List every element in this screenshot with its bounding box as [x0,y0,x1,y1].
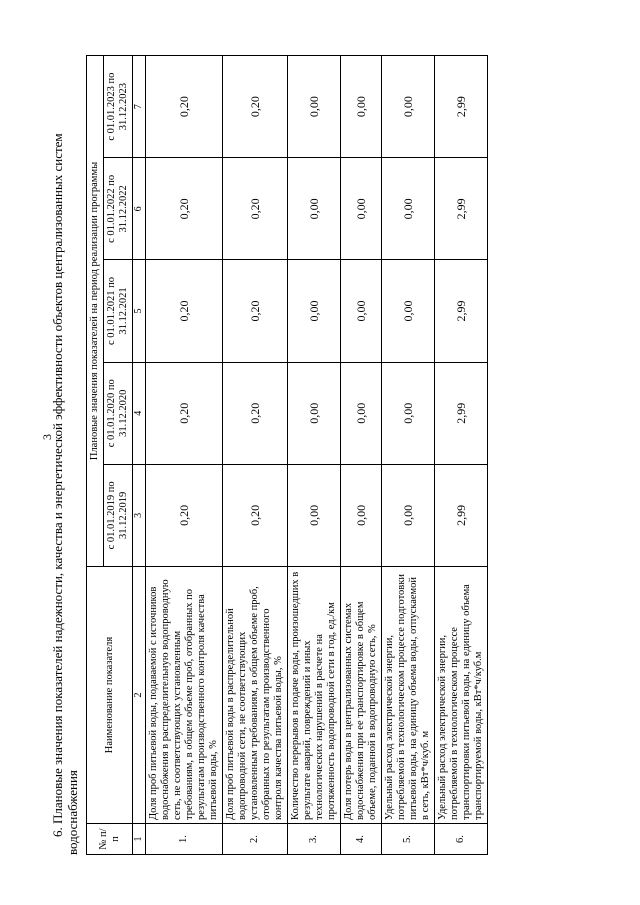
rotated-sheet [50,55,610,855]
table-row [382,56,435,855]
row-value: 0,20 [223,260,288,362]
col-number: 5 [133,260,146,362]
table-row [435,56,488,855]
row-value: 0,00 [382,56,435,158]
row-value: 0,20 [146,260,223,362]
row-num: 5. [382,824,435,855]
row-value: 0,20 [223,464,288,566]
table-row [146,56,223,855]
row-value: 0,00 [382,260,435,362]
header-period: с 01.01.2019 по 31.12.2019 [104,464,133,566]
row-name: Удельный расход электрической энергии, потребляемой в технологическом процессе транспортировки питьевой воды, на единицу объема транспортируемой воды, кВт*ч/куб.м [435,567,488,824]
row-value: 0,00 [341,158,382,260]
row-value: 0,20 [223,362,288,464]
row-value: 0,20 [146,158,223,260]
row-value: 0,20 [146,56,223,158]
header-period: с 01.01.2020 по 31.12.2020 [104,362,133,464]
row-value: 0,20 [223,56,288,158]
col-number: 1 [133,824,146,855]
row-value: 0,00 [341,464,382,566]
row-num: 4. [341,824,382,855]
section-title: 6. Плановые значения показателей надежности, качества и энергетической эффективности объектов централизованных систем водоснабжения [50,133,80,855]
table-row [288,56,341,855]
row-value: 2,99 [435,464,488,566]
row-value: 2,99 [435,362,488,464]
row-value: 0,00 [341,56,382,158]
row-name: Количество перерывов в подаче воды, произошедших в результате аварий, повреждений и иных технологических нарушений в расчете на протяженность водопроводной сети в год, ед./км [288,567,341,824]
table-header-row [87,56,104,855]
row-value: 0,00 [288,260,341,362]
col-number: 2 [133,567,146,824]
row-value: 0,20 [146,464,223,566]
col-number: 4 [133,362,146,464]
row-value: 0,00 [288,56,341,158]
page-number: 3 [40,434,54,440]
col-number: 7 [133,56,146,158]
header-period: с 01.01.2021 по 31.12.2021 [104,260,133,362]
row-value: 0,00 [341,260,382,362]
row-num: 2. [223,824,288,855]
row-value: 0,00 [288,362,341,464]
header-name: Наименование показателя [87,567,133,824]
indicators-table [86,55,488,855]
header-period: с 01.01.2022 по 31.12.2022 [104,158,133,260]
row-name: Доля проб питьевой воды, подаваемой с источников водоснабжения в распределительную водопроводную сеть, не соответствующих установленным требованиям, в общем объеме проб, отобранных по результатам производственного контроля качества питьевой воды, % [146,567,223,824]
row-value: 2,99 [435,158,488,260]
row-value: 0,20 [146,362,223,464]
column-numbers-row [133,56,146,855]
row-value: 2,99 [435,56,488,158]
row-num: 6. [435,824,488,855]
row-value: 0,00 [382,464,435,566]
row-num: 1. [146,824,223,855]
table-row [341,56,382,855]
row-name: Доля потерь воды в централизованных системах водоснабжения при ее транспортировке в общем объеме, поданной в водопроводную сеть, % [341,567,382,824]
row-value: 2,99 [435,260,488,362]
row-value: 0,00 [288,158,341,260]
header-group: Плановые значения показателей на период реализации программы [87,56,104,567]
row-name: Удельный расход электрической энергии, потребляемой в технологическом процессе подготовки питьевой воды, на единицу объема воды, отпускаемой в сеть, кВт*ч/куб. м [382,567,435,824]
row-value: 0,20 [223,158,288,260]
row-value: 0,00 [288,464,341,566]
header-period: с 01.01.2023 по 31.12.2023 [104,56,133,158]
row-value: 0,00 [341,362,382,464]
col-number: 3 [133,464,146,566]
row-value: 0,00 [382,362,435,464]
row-num: 3. [288,824,341,855]
table-row [223,56,288,855]
row-name: Доля проб питьевой воды в распределительной водопроводной сети, не соответствующих установленным требованиям, в общем объеме проб, отобранных по результатам производственного контроля качества питьевой воды, % [223,567,288,824]
col-number: 6 [133,158,146,260]
row-value: 0,00 [382,158,435,260]
header-num: № п/п [87,824,133,855]
